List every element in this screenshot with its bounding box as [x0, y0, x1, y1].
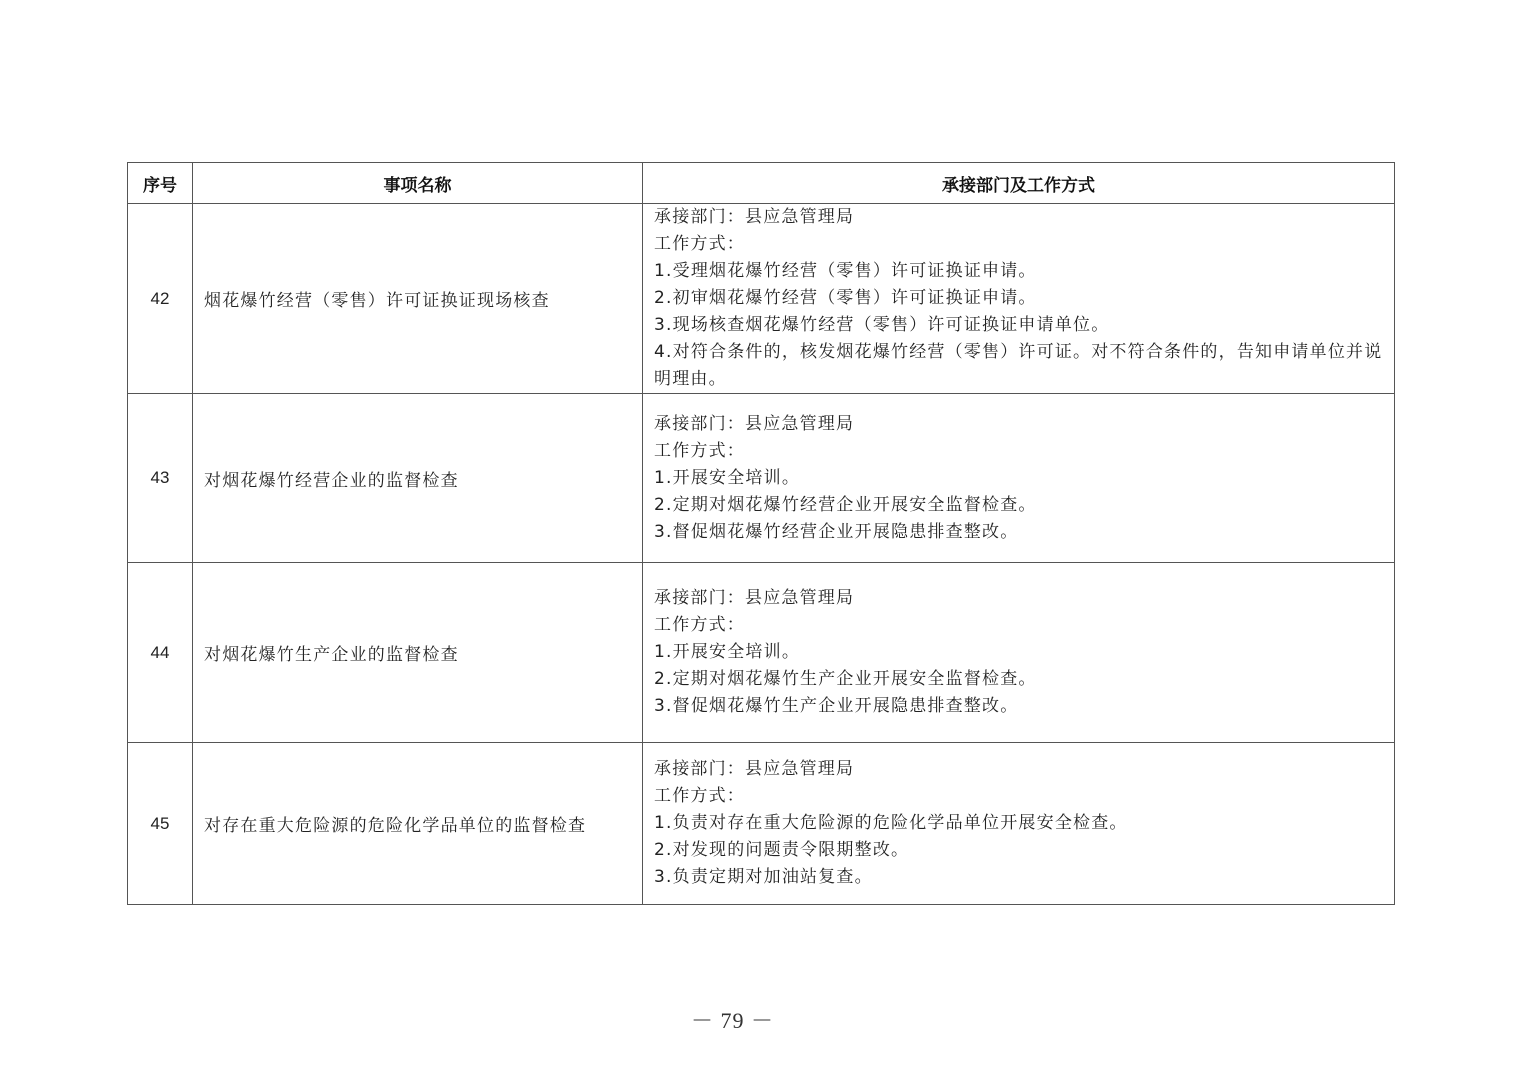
row-matter-name: 对烟花爆竹生产企业的监督检查 [193, 563, 643, 743]
method-step: 3.负责定期对加油站复查。 [654, 867, 873, 887]
method-step: 3.现场核查烟花爆竹经营（零售）许可证换证申请单位。 [654, 315, 1110, 335]
page-number: － 79 － [690, 1008, 774, 1033]
row-serial-number: 43 [128, 394, 193, 563]
method-step: 1.开展安全培训。 [654, 467, 801, 488]
row-serial-number: 44 [128, 563, 193, 743]
dept-line: 承接部门：县应急管理局 [654, 759, 855, 779]
row-serial-number: 45 [128, 743, 193, 905]
table-row [128, 743, 1395, 905]
matters-table [127, 162, 1395, 905]
row-department-method [643, 743, 1395, 905]
header-serial-number: 序号 [128, 163, 193, 204]
method-line: 工作方式： [654, 615, 745, 635]
table-row [128, 204, 1395, 394]
row-department-method [643, 204, 1395, 394]
method-step: 2.初审烟花爆竹经营（零售）许可证换证申请。 [654, 288, 1037, 308]
table-row [128, 563, 1395, 743]
method-step: 1.开展安全培训。 [654, 642, 801, 662]
dept-line: 承接部门：县应急管理局 [654, 413, 855, 434]
row-serial-number: 42 [128, 204, 193, 394]
table-header-row [128, 163, 1395, 204]
method-step: 1.负责对存在重大危险源的危险化学品单位开展安全检查。 [654, 813, 1128, 833]
method-step: 2.定期对烟花爆竹生产企业开展安全监督检查。 [654, 669, 1037, 689]
method-step: 3.督促烟花爆竹经营企业开展隐患排查整改。 [654, 521, 1019, 542]
dept-line: 承接部门：县应急管理局 [654, 588, 855, 608]
row-matter-name: 对存在重大危险源的危险化学品单位的监督检查 [193, 743, 643, 905]
row-matter-name: 烟花爆竹经营（零售）许可证换证现场核查 [193, 204, 643, 394]
method-step: 1.受理烟花爆竹经营（零售）许可证换证申请。 [654, 261, 1037, 281]
row-department-method [643, 563, 1395, 743]
header-matter-name: 事项名称 [193, 163, 643, 204]
table-row [128, 394, 1395, 563]
method-step: 2.对发现的问题责令限期整改。 [654, 840, 910, 860]
method-line: 工作方式： [654, 440, 745, 461]
header-department-method: 承接部门及工作方式 [643, 163, 1395, 204]
method-step: 3.督促烟花爆竹生产企业开展隐患排查整改。 [654, 696, 1019, 716]
row-matter-name: 对烟花爆竹经营企业的监督检查 [193, 394, 643, 563]
method-line: 工作方式： [654, 786, 745, 806]
row-department-method [643, 394, 1395, 563]
dept-line: 承接部门：县应急管理局 [654, 207, 855, 227]
method-step: 4.对符合条件的，核发烟花爆竹经营（零售）许可证。对不符合条件的，告知申请单位并说明理由。 [654, 342, 1383, 389]
method-step: 2.定期对烟花爆竹经营企业开展安全监督检查。 [654, 494, 1037, 515]
method-line: 工作方式： [654, 234, 745, 254]
